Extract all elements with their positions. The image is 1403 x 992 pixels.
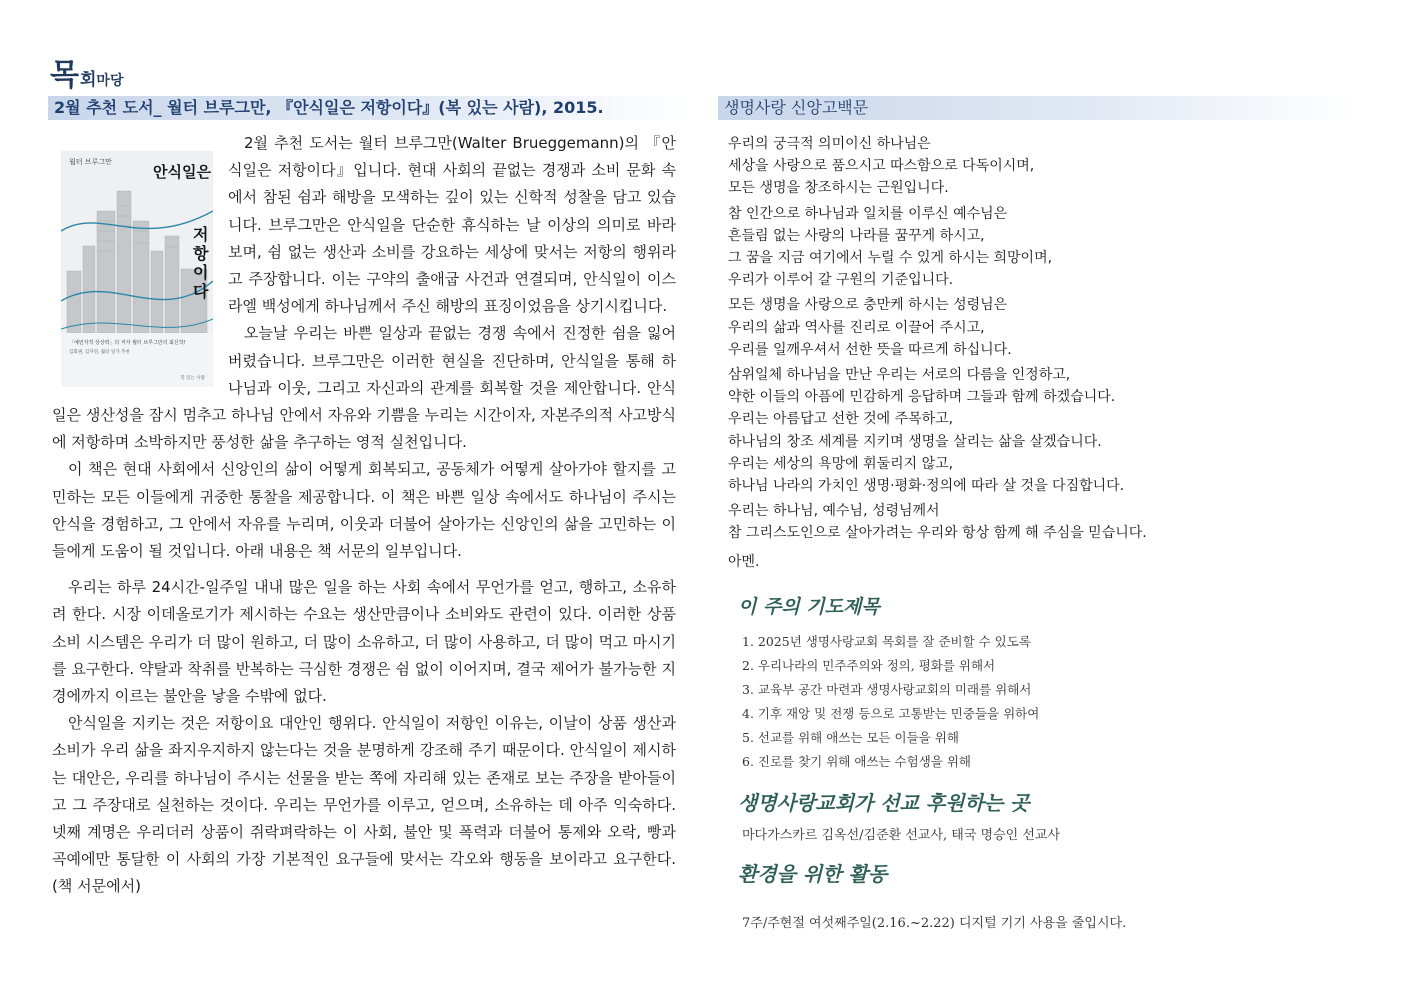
creed-line: 우리를 일깨우셔서 선한 뜻을 따르게 하십니다.	[728, 341, 1012, 358]
brand-title	[50, 50, 123, 94]
creed-line: 우리는 세상의 욕망에 휘둘리지 않고,	[728, 455, 954, 472]
brand-mid-char: 회	[79, 70, 97, 90]
brand-small-text: 마당	[96, 73, 124, 89]
creed-stanza	[728, 364, 1288, 497]
creed-line: 우리는 하나님, 예수님, 성령님께서	[728, 503, 940, 520]
prayer-item: 1. 2025년 생명사랑교회 목회를 잘 준비할 수 있도록	[742, 634, 1031, 649]
creed-amen: 아멘.	[728, 553, 760, 570]
cover-recommenders: 김회권, 김자연, 월터 일가 추천	[69, 350, 130, 355]
creed-line: 참 그리스도인으로 살아가려는 우리와 항상 함께 해 주심을 믿습니다.	[728, 525, 1147, 542]
review-paragraph: 오늘날 우리는 바쁜 일상과 끝없는 경쟁 속에서 진정한 쉼을 잃어버렸습니다. 브루그만은 이러한 현실을 진단하며, 안식일을 통해 하나님과 이웃, 그리고 자신과의 관계를 회복할 것을 제안합니다. 안식일은 생산성을 잠시 멈추고 하나님 안에서 자유와 기쁨을 누리는 시간이자, 자본주의적 사고방식에 저항하며 소박하지만 풍성한 삶을 추구하는 영적 실천입니다.	[52, 324, 676, 452]
creed-line: 하나님의 창조 세계를 지키며 생명을 살리는 삶을 살겠습니다.	[728, 433, 1102, 450]
creed-stanza	[728, 203, 1288, 292]
prayer-item: 5. 선교를 위해 애쓰는 모든 이들을 위해	[742, 730, 959, 745]
cover-subtitle: 「예언자적 상상력」의 저자 월터 브루그만의 최신작!	[69, 340, 186, 346]
creed-line: 삼위일체 하나님을 만난 우리는 서로의 다름을 인정하고,	[728, 367, 1071, 384]
cover-spacer	[52, 130, 228, 387]
creed-line: 참 인간으로 하나님과 일치를 이루신 예수님은	[728, 205, 1008, 222]
creed-text	[728, 133, 1288, 573]
cover-author: 월터 브루그만	[69, 158, 112, 166]
creed-line: 우리가 이루어 갈 구원의 기준입니다.	[728, 272, 954, 289]
mission-heading: 생명사랑교회가 선교 후원하는 곳	[738, 791, 1030, 815]
cover-title-bottom: 저항이다	[193, 225, 209, 301]
creed-line: 우리는 아름답고 선한 것에 주목하고,	[728, 411, 954, 428]
creed-line: 하나님 나라의 가치인 생명·평화·정의에 따라 살 것을 다짐합니다.	[728, 478, 1125, 495]
creed-line: 그 꿈을 지금 여기에서 누릴 수 있게 하시는 희망이며,	[728, 250, 1053, 267]
creed-line: 흔들림 없는 사랑의 나라를 꿈꾸게 하시고,	[728, 227, 985, 244]
environment-text: 7주/주현절 여섯째주일(2.16.~2.22) 디지털 기기 사용을 줄입시다.	[742, 916, 1127, 931]
preface-paragraph: 안식일을 지키는 것은 저항이요 대안인 행위다. 안식일이 저항인 이유는, 이날이 상품 생산과 소비가 우리 삶을 좌지우지하지 않는다는 것을 분명하게 강조해 주기 때문이다. 안식일이 제시하는 대안은, 우리를 하나님이 주시는 선물을 받는 쪽에 자리해 있는 존재로 보는 주장을 받아들이고 그 주장대로 실천하는 것이다. 우리는 무언가를 이루고, 얻으며, 소유하는 데 아주 익숙하다. 넷째 계명은 우리더러 상품이 쥐락펴락하는 이 사회, 불안 및 폭력과 더불어 통제와 오락, 빵과 곡예에만 통달한 이 사회의 가장 기본적인 요구들에 맞서는 각오와 행동을 보이라고 요구한다.(책 서문에서)	[52, 714, 676, 896]
prayer-item: 2. 우리나라의 민주주의와 정의, 평화를 위해서	[742, 658, 996, 673]
creed-line: 우리의 삶과 역사를 진리로 이끌어 주시고,	[728, 319, 985, 336]
creed-line: 모든 생명을 창조하시는 근원입니다.	[728, 180, 949, 197]
creed-line: 약한 이들의 아픔에 민감하게 응답하며 그들과 함께 하겠습니다.	[728, 389, 1116, 406]
prayer-item: 3. 교육부 공간 마련과 생명사랑교회의 미래를 위해서	[742, 682, 1032, 697]
cover-publisher: 복 있는 사람	[180, 376, 205, 381]
creed-stanza	[728, 294, 1288, 361]
preface-paragraph: 우리는 하루 24시간-일주일 내내 많은 일을 하는 사회 속에서 무언가를 얻고, 행하고, 소유하려 한다. 시장 이데올로기가 제시하는 수요는 생산만큼이나 소비와도 관련이 있다. 이러한 상품 소비 시스템은 우리가 더 많이 원하고, 더 많이 소유하고, 더 많이 사용하고, 더 많이 먹고 마시기를 요구한다. 약탈과 착취를 반복하는 극심한 경쟁은 쉼 없이 이어지며, 결국 제어가 불가능한 지경에까지 이르는 불안을 낳을 수밖에 없다.	[52, 578, 676, 706]
book-review-text	[52, 130, 676, 901]
review-paragraph: 이 책은 현대 사회에서 신앙인의 삶이 어떻게 회복되고, 공동체가 어떻게 살아가야 할지를 고민하는 모든 이들에게 귀중한 통찰을 제공합니다. 이 책은 바쁜 일상 속에서도 하나님이 주시는 안식을 경험하고, 그 안에서 자유를 누리며, 이웃과 더불어 살아가는 신앙인의 삶을 고민하는 이들에게 도움이 될 것입니다. 아래 내용은 책 서문의 일부입니다.	[52, 460, 676, 561]
creed-stanza	[728, 500, 1288, 544]
mission-text: 마다가스카르 김옥선/김준환 선교사, 태국 명승인 선교사	[742, 828, 1061, 843]
environment-heading: 환경을 위한 활동	[738, 862, 888, 886]
book-section-title: 2월 추천 도서_ 월터 브루그만, 『안식일은 저항이다』(복 있는 사람), 2015.	[48, 96, 690, 120]
brand-big-char: 목	[50, 58, 79, 93]
cover-title-top: 안식일은	[153, 163, 211, 181]
creed-line: 우리의 궁극적 의미이신 하나님은	[728, 136, 931, 152]
prayer-item: 4. 기후 재앙 및 전쟁 등으로 고통받는 민중들을 위하여	[742, 706, 1040, 721]
prayer-list	[742, 630, 1039, 774]
review-paragraph: 2월 추천 도서는 월터 브루그만(Walter Brueggemann)의 『안식일은 저항이다』입니다. 현대 사회의 끝없는 경쟁과 소비 문화 속에서 참된 쉼과 해방을 모색하는 깊이 있는 신학적 성찰을 담고 있습니다. 브루그만은 안식일을 단순한 휴식하는 날 이상의 의미로 바라보며, 쉼 없는 생산과 소비를 강요하는 세상에 맞서는 저항의 행위라고 주장합니다. 이는 구약의 출애굽 사건과 연결되며, 안식일이 이스라엘 백성에게 하나님께서 주신 해방의 표징이었음을 상기시킵니다.	[228, 134, 676, 316]
creed-line: 모든 생명을 사랑으로 충만케 하시는 성령님은	[728, 297, 1008, 314]
creed-section-title: 생명사랑 신앙고백문	[718, 96, 1358, 120]
prayer-heading: 이 주의 기도제목	[738, 596, 880, 618]
creed-stanza	[728, 133, 1288, 200]
prayer-item: 6. 진로를 찾기 위해 애쓰는 수험생을 위해	[742, 754, 971, 769]
creed-line: 세상을 사랑으로 품으시고 따스함으로 다독이시며,	[728, 158, 1035, 175]
